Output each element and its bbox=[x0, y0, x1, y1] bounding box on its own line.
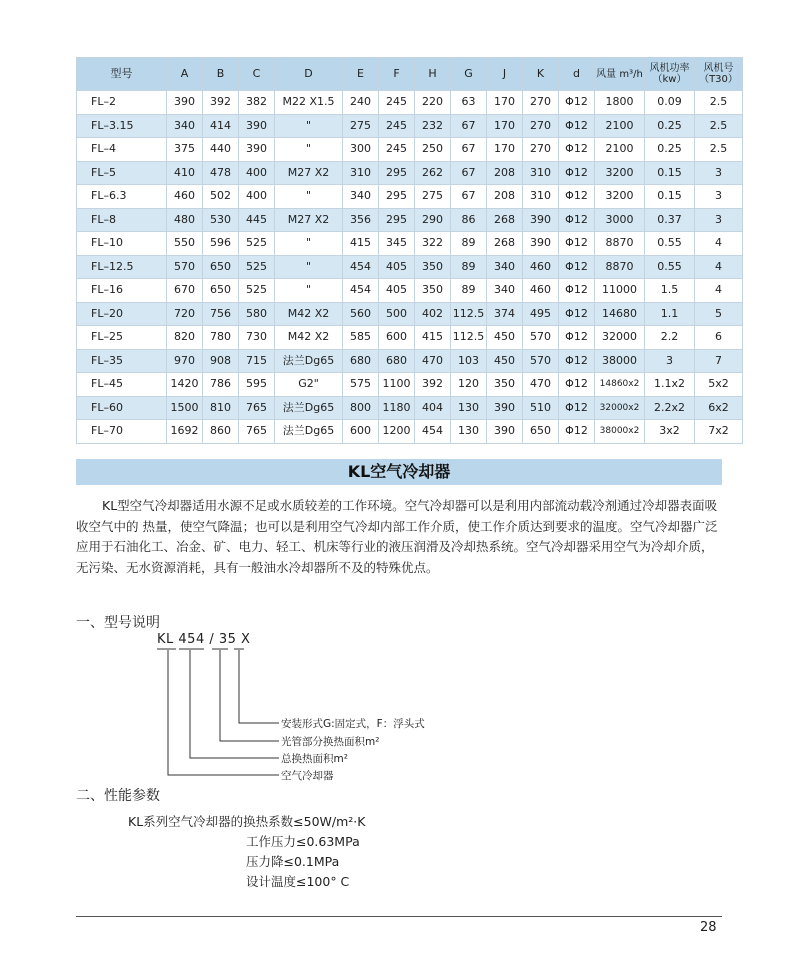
table-cell: 270 bbox=[523, 114, 559, 138]
table-cell: " bbox=[275, 279, 343, 303]
table-cell: 6x2 bbox=[695, 396, 743, 420]
table-cell: 275 bbox=[415, 185, 451, 209]
table-cell: 3 bbox=[695, 208, 743, 232]
header-cell: 型号 bbox=[77, 58, 167, 91]
table-cell: 3000 bbox=[595, 208, 645, 232]
legend-install-type: 安装形式G:固定式，F：浮头式 bbox=[281, 718, 425, 730]
legend-total-area: 总换热面积m² bbox=[281, 753, 348, 765]
table-cell: Φ12 bbox=[559, 161, 595, 185]
table-cell: " bbox=[275, 185, 343, 209]
table-cell: 454 bbox=[415, 420, 451, 444]
table-cell: 720 bbox=[167, 302, 203, 326]
intro-paragraph: KL型空气冷却器适用水源不足或水质较差的工作环境。空气冷却器可以是利用内部流动载冷剂通过冷却器表面吸收空气中的 热量，使空气降温；也可以是利用空气冷却内部工作介质，使工作介质达到要求的温度。空气冷却器广泛应用于石油化工、冶金、矿、电力、轻工、机床等行业的液压润滑及冷却热系统。空气冷却器采用空气为冷却介质，无污染、无水资源消耗，具有一般油水冷却器所不及的特殊优点。 bbox=[76, 498, 718, 575]
perf-working-pressure: 工作压力≤0.63MPa bbox=[246, 834, 360, 849]
table-cell: 220 bbox=[415, 91, 451, 115]
table-cell: 275 bbox=[343, 114, 379, 138]
table-cell: 650 bbox=[203, 279, 239, 303]
table-cell: 480 bbox=[167, 208, 203, 232]
table-cell: 300 bbox=[343, 138, 379, 162]
header-cell: G bbox=[451, 58, 487, 91]
table-cell: 112.5 bbox=[451, 302, 487, 326]
table-cell: 1100 bbox=[379, 373, 415, 397]
header-cell: F bbox=[379, 58, 415, 91]
table-cell: 730 bbox=[239, 326, 275, 350]
perf-pressure-drop: 压力降≤0.1MPa bbox=[246, 854, 340, 869]
table-cell: 570 bbox=[523, 326, 559, 350]
table-cell: 8870 bbox=[595, 232, 645, 256]
table-cell: 374 bbox=[487, 302, 523, 326]
header-cell: A bbox=[167, 58, 203, 91]
table-cell: 310 bbox=[343, 161, 379, 185]
table-cell: 240 bbox=[343, 91, 379, 115]
table-cell: 786 bbox=[203, 373, 239, 397]
table-cell: 600 bbox=[379, 326, 415, 350]
table-cell: 2100 bbox=[595, 138, 645, 162]
table-cell: 0.37 bbox=[645, 208, 695, 232]
table-cell: 2.5 bbox=[695, 138, 743, 162]
table-cell: 7x2 bbox=[695, 420, 743, 444]
table-cell: 63 bbox=[451, 91, 487, 115]
model-heading: 一、型号说明 bbox=[76, 615, 160, 631]
table-cell: 4 bbox=[695, 232, 743, 256]
table-cell: 170 bbox=[487, 138, 523, 162]
table-cell: 390 bbox=[523, 208, 559, 232]
table-cell: 390 bbox=[239, 114, 275, 138]
table-cell: 530 bbox=[203, 208, 239, 232]
table-cell: 570 bbox=[523, 349, 559, 373]
table-cell: 585 bbox=[343, 326, 379, 350]
table-cell: 1200 bbox=[379, 420, 415, 444]
table-cell: " bbox=[275, 232, 343, 256]
table-cell: 340 bbox=[487, 279, 523, 303]
table-cell: 1500 bbox=[167, 396, 203, 420]
table-cell: 340 bbox=[167, 114, 203, 138]
table-cell: 478 bbox=[203, 161, 239, 185]
table-cell: 460 bbox=[167, 185, 203, 209]
table-cell: 340 bbox=[343, 185, 379, 209]
model-cell: FL–4 bbox=[77, 138, 167, 162]
table-cell: 400 bbox=[239, 161, 275, 185]
table-cell: 170 bbox=[487, 91, 523, 115]
header-cell: H bbox=[415, 58, 451, 91]
table-cell: 103 bbox=[451, 349, 487, 373]
header-cell: 风机号 （T30） bbox=[695, 58, 743, 91]
table-cell: 445 bbox=[239, 208, 275, 232]
table-cell: " bbox=[275, 114, 343, 138]
table-cell: 67 bbox=[451, 114, 487, 138]
table-cell: 130 bbox=[451, 396, 487, 420]
page-number: 28 bbox=[700, 920, 717, 935]
header-cell: B bbox=[203, 58, 239, 91]
table-cell: 1.5 bbox=[645, 279, 695, 303]
table-cell: Φ12 bbox=[559, 349, 595, 373]
table-cell: 310 bbox=[523, 185, 559, 209]
table-cell: 245 bbox=[379, 138, 415, 162]
table-cell: 208 bbox=[487, 185, 523, 209]
table-cell: 67 bbox=[451, 138, 487, 162]
table-cell: 670 bbox=[167, 279, 203, 303]
table-cell: M42 X2 bbox=[275, 326, 343, 350]
table-cell: 89 bbox=[451, 255, 487, 279]
table-cell: Φ12 bbox=[559, 138, 595, 162]
table-cell: M27 X2 bbox=[275, 161, 343, 185]
table-cell: 0.25 bbox=[645, 138, 695, 162]
table-cell: 450 bbox=[487, 326, 523, 350]
table-cell: Φ12 bbox=[559, 208, 595, 232]
table-cell: 765 bbox=[239, 420, 275, 444]
table-cell: 454 bbox=[343, 255, 379, 279]
table-cell: 715 bbox=[239, 349, 275, 373]
table-cell: M42 X2 bbox=[275, 302, 343, 326]
table-cell: 575 bbox=[343, 373, 379, 397]
table-cell: 208 bbox=[487, 161, 523, 185]
header-cell: D bbox=[275, 58, 343, 91]
table-cell: G2" bbox=[275, 373, 343, 397]
table-cell: 510 bbox=[523, 396, 559, 420]
table-cell: 405 bbox=[379, 279, 415, 303]
table-cell: 0.55 bbox=[645, 255, 695, 279]
table-cell: 112.5 bbox=[451, 326, 487, 350]
table-cell: 0.15 bbox=[645, 161, 695, 185]
table-cell: 390 bbox=[239, 138, 275, 162]
table-cell: 756 bbox=[203, 302, 239, 326]
section-title: KL空气冷却器 bbox=[76, 459, 722, 485]
table-cell: 356 bbox=[343, 208, 379, 232]
table-cell: 495 bbox=[523, 302, 559, 326]
table-cell: 0.25 bbox=[645, 114, 695, 138]
table-cell: Φ12 bbox=[559, 420, 595, 444]
table-cell: 0.09 bbox=[645, 91, 695, 115]
table-cell: 2100 bbox=[595, 114, 645, 138]
table-cell: 1800 bbox=[595, 91, 645, 115]
table-cell: 120 bbox=[451, 373, 487, 397]
legend-bare-tube-area: 光管部分换热面积m² bbox=[281, 736, 380, 748]
table-cell: 7 bbox=[695, 349, 743, 373]
table-cell: 390 bbox=[167, 91, 203, 115]
table-cell: 250 bbox=[415, 138, 451, 162]
table-cell: 500 bbox=[379, 302, 415, 326]
model-cell: FL–16 bbox=[77, 279, 167, 303]
table-cell: " bbox=[275, 138, 343, 162]
table-cell: 680 bbox=[379, 349, 415, 373]
model-cell: FL–10 bbox=[77, 232, 167, 256]
table-cell: 450 bbox=[487, 349, 523, 373]
table-cell: 268 bbox=[487, 208, 523, 232]
table-cell: 89 bbox=[451, 279, 487, 303]
table-cell: 470 bbox=[523, 373, 559, 397]
table-cell: 295 bbox=[379, 161, 415, 185]
table-cell: 38000 bbox=[595, 349, 645, 373]
table-cell: 232 bbox=[415, 114, 451, 138]
table-cell: Φ12 bbox=[559, 232, 595, 256]
table-cell: 262 bbox=[415, 161, 451, 185]
table-cell: 3 bbox=[695, 161, 743, 185]
table-cell: 908 bbox=[203, 349, 239, 373]
header-cell: E bbox=[343, 58, 379, 91]
table-cell: 1420 bbox=[167, 373, 203, 397]
table-cell: Φ12 bbox=[559, 185, 595, 209]
table-cell: 3 bbox=[645, 349, 695, 373]
table-cell: 345 bbox=[379, 232, 415, 256]
model-cell: FL–35 bbox=[77, 349, 167, 373]
table-cell: Φ12 bbox=[559, 326, 595, 350]
table-cell: 32000x2 bbox=[595, 396, 645, 420]
perf-heat-coefficient: KL系列空气冷却器的换热系数≤50W/m²·K bbox=[128, 814, 366, 829]
header-cell: 风量 m³/h bbox=[595, 58, 645, 91]
table-cell: 8870 bbox=[595, 255, 645, 279]
table-cell: 970 bbox=[167, 349, 203, 373]
table-cell: 502 bbox=[203, 185, 239, 209]
table-cell: 170 bbox=[487, 114, 523, 138]
table-cell: 1.1x2 bbox=[645, 373, 695, 397]
table-cell: 14680 bbox=[595, 302, 645, 326]
table-cell: 405 bbox=[379, 255, 415, 279]
table-cell: 650 bbox=[203, 255, 239, 279]
table-cell: 1692 bbox=[167, 420, 203, 444]
table-cell: Φ12 bbox=[559, 279, 595, 303]
perf-design-temperature: 设计温度≤100° C bbox=[246, 874, 350, 889]
table-cell: 1.1 bbox=[645, 302, 695, 326]
header-cell: 风机功率 （kw） bbox=[645, 58, 695, 91]
table-cell: 295 bbox=[379, 185, 415, 209]
table-cell: Φ12 bbox=[559, 91, 595, 115]
table-cell: 402 bbox=[415, 302, 451, 326]
table-cell: 2.2x2 bbox=[645, 396, 695, 420]
legend-air-cooler: 空气冷却器 bbox=[281, 770, 334, 782]
table-cell: 810 bbox=[203, 396, 239, 420]
model-cell: FL–3.15 bbox=[77, 114, 167, 138]
table-cell: 0.55 bbox=[645, 232, 695, 256]
table-cell: 3200 bbox=[595, 161, 645, 185]
table-cell: 270 bbox=[523, 91, 559, 115]
table-cell: 440 bbox=[203, 138, 239, 162]
table-cell: 390 bbox=[487, 396, 523, 420]
table-cell: 414 bbox=[203, 114, 239, 138]
table-cell: 3200 bbox=[595, 185, 645, 209]
table-cell: 2.5 bbox=[695, 91, 743, 115]
table-cell: 570 bbox=[167, 255, 203, 279]
model-cell: FL–2 bbox=[77, 91, 167, 115]
table-cell: 245 bbox=[379, 91, 415, 115]
table-cell: 322 bbox=[415, 232, 451, 256]
table-cell: Φ12 bbox=[559, 396, 595, 420]
table-cell: 390 bbox=[523, 232, 559, 256]
table-cell: 550 bbox=[167, 232, 203, 256]
model-cell: FL–12.5 bbox=[77, 255, 167, 279]
model-cell: FL–25 bbox=[77, 326, 167, 350]
table-cell: 67 bbox=[451, 161, 487, 185]
table-cell: 350 bbox=[415, 279, 451, 303]
table-cell: 310 bbox=[523, 161, 559, 185]
table-cell: 245 bbox=[379, 114, 415, 138]
table-cell: 89 bbox=[451, 232, 487, 256]
table-cell: " bbox=[275, 255, 343, 279]
performance-heading: 二、性能参数 bbox=[76, 788, 160, 804]
table-cell: 525 bbox=[239, 279, 275, 303]
table-cell: 820 bbox=[167, 326, 203, 350]
table-cell: 350 bbox=[415, 255, 451, 279]
table-cell: Φ12 bbox=[559, 114, 595, 138]
table-cell: 67 bbox=[451, 185, 487, 209]
table-cell: 295 bbox=[379, 208, 415, 232]
table-cell: 0.15 bbox=[645, 185, 695, 209]
table-cell: 1180 bbox=[379, 396, 415, 420]
table-cell: 375 bbox=[167, 138, 203, 162]
header-cell: C bbox=[239, 58, 275, 91]
table-cell: M22 X1.5 bbox=[275, 91, 343, 115]
header-cell: K bbox=[523, 58, 559, 91]
header-cell: J bbox=[487, 58, 523, 91]
table-cell: 350 bbox=[487, 373, 523, 397]
table-cell: 470 bbox=[415, 349, 451, 373]
model-cell: FL–45 bbox=[77, 373, 167, 397]
table-cell: 130 bbox=[451, 420, 487, 444]
table-cell: 86 bbox=[451, 208, 487, 232]
table-cell: 650 bbox=[523, 420, 559, 444]
model-code: KL 454 / 35 X bbox=[157, 632, 251, 647]
model-cell: FL–8 bbox=[77, 208, 167, 232]
table-cell: 340 bbox=[487, 255, 523, 279]
table-cell: 800 bbox=[343, 396, 379, 420]
table-cell: 290 bbox=[415, 208, 451, 232]
model-cell: FL–5 bbox=[77, 161, 167, 185]
table-cell: M27 X2 bbox=[275, 208, 343, 232]
table-cell: 560 bbox=[343, 302, 379, 326]
table-cell: 4 bbox=[695, 255, 743, 279]
table-cell: 392 bbox=[203, 91, 239, 115]
model-cell: FL–70 bbox=[77, 420, 167, 444]
table-cell: 860 bbox=[203, 420, 239, 444]
table-cell: 32000 bbox=[595, 326, 645, 350]
table-cell: Φ12 bbox=[559, 302, 595, 326]
table-cell: 3 bbox=[695, 185, 743, 209]
table-cell: 5x2 bbox=[695, 373, 743, 397]
model-cell: FL–20 bbox=[77, 302, 167, 326]
table-cell: 3x2 bbox=[645, 420, 695, 444]
table-cell: 765 bbox=[239, 396, 275, 420]
table-cell: 4 bbox=[695, 279, 743, 303]
table-cell: 410 bbox=[167, 161, 203, 185]
table-cell: 400 bbox=[239, 185, 275, 209]
table-cell: 6 bbox=[695, 326, 743, 350]
table-cell: 390 bbox=[487, 420, 523, 444]
table-cell: 270 bbox=[523, 138, 559, 162]
table-cell: 382 bbox=[239, 91, 275, 115]
table-cell: 415 bbox=[343, 232, 379, 256]
table-cell: 780 bbox=[203, 326, 239, 350]
table-cell: 5 bbox=[695, 302, 743, 326]
model-cell: FL–6.3 bbox=[77, 185, 167, 209]
table-cell: 595 bbox=[239, 373, 275, 397]
model-cell: FL–60 bbox=[77, 396, 167, 420]
table-cell: 14860x2 bbox=[595, 373, 645, 397]
header-cell: d bbox=[559, 58, 595, 91]
table-cell: 460 bbox=[523, 279, 559, 303]
table-cell: Φ12 bbox=[559, 255, 595, 279]
table-cell: 2.2 bbox=[645, 326, 695, 350]
table-cell: 580 bbox=[239, 302, 275, 326]
table-cell: 392 bbox=[415, 373, 451, 397]
table-cell: 268 bbox=[487, 232, 523, 256]
table-cell: 460 bbox=[523, 255, 559, 279]
table-cell: 680 bbox=[343, 349, 379, 373]
table-cell: 596 bbox=[203, 232, 239, 256]
table-cell: 600 bbox=[343, 420, 379, 444]
table-cell: 38000x2 bbox=[595, 420, 645, 444]
table-cell: Φ12 bbox=[559, 373, 595, 397]
table-cell: 法兰Dg65 bbox=[275, 349, 343, 373]
table-cell: 2.5 bbox=[695, 114, 743, 138]
table-cell: 11000 bbox=[595, 279, 645, 303]
footer-rule bbox=[76, 916, 722, 917]
table-cell: 525 bbox=[239, 232, 275, 256]
table-cell: 法兰Dg65 bbox=[275, 420, 343, 444]
table-cell: 404 bbox=[415, 396, 451, 420]
table-cell: 415 bbox=[415, 326, 451, 350]
table-cell: 454 bbox=[343, 279, 379, 303]
table-cell: 法兰Dg65 bbox=[275, 396, 343, 420]
table-cell: 525 bbox=[239, 255, 275, 279]
